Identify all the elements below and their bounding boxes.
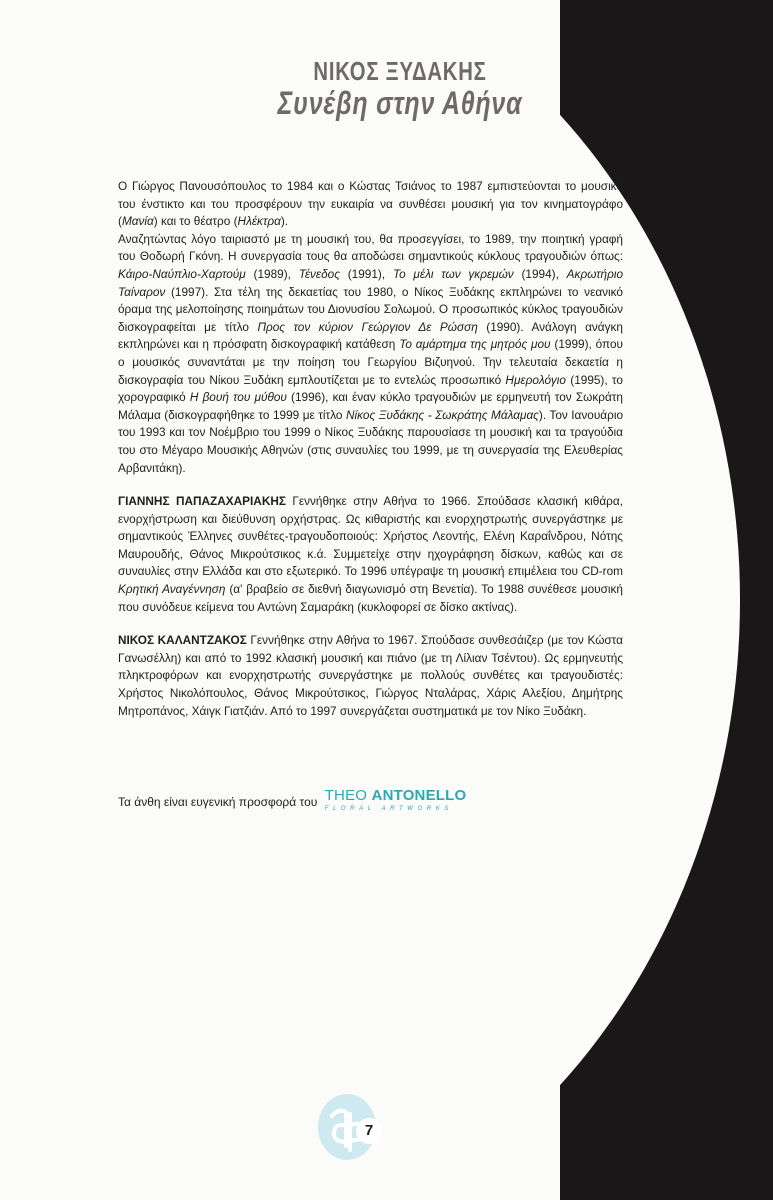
text: ).: [280, 214, 289, 229]
text: (1996), και έναν κύκλο τραγουδιών με ερμηνευτή τον Σωκράτη Μάλαμα (δισκογραφήθηκε το 1999 με τίτλο: [118, 390, 623, 422]
text: (α' βραβείο σε διεθνή διαγωνισμό στη Βενετία). Το 1988 συνέθεσε μουσική που συνόδευε κείμενα του Αντώνη Σαμαράκη (κυκλοφορεί σε δίσκο ακτίνας).: [118, 582, 623, 614]
title-line-2: Συνέβη στην Αθήνα: [277, 85, 523, 121]
bio-name: ΝΙΚΟΣ ΚΑΛΑΝΤΖΑΚΟΣ: [118, 633, 247, 648]
page-title: [244, 56, 556, 120]
text: Αναζητώντας λόγο ταιριαστό με τη μουσική του, θα προσεγγίσει, το 1989, την ποιητική γραφή του Θοδωρή Γκόνη. Η συνεργασία τους θα αποδώσει σημαντικούς κύκλους τραγουδιών όπως:: [118, 231, 623, 264]
work-title: Τένεδος: [298, 266, 340, 281]
text: (1989),: [245, 266, 299, 281]
text: (1997). Στα τέλη της δεκαετίας του 1980, ο Νίκος Ξυδάκης εκπληρώνει το νεανικό όραμα της μελοποίησης ποιημάτων του Διονυσίου Σολωμού. Ο προσωπικός κύκλος τραγουδιών δισκογραφείται με τίτλο: [118, 284, 623, 334]
work-title: Προς τον κύριον Γεώργιον Δε Ρώσση: [257, 319, 478, 334]
title-line-1: ΝΙΚΟΣ ΞΥΔΑΚΗΣ: [313, 56, 487, 86]
bio-papazachariakis: [118, 493, 623, 616]
work-title: Η βουή του μύθου: [189, 390, 287, 405]
work-title: Κρητική Αναγέννηση: [118, 582, 226, 597]
text: (1990). Ανάλογη ανάγκη εκπληρώνει και η πρόσφατη δισκογραφική κατάθεση: [118, 319, 623, 352]
work-title: Το μέλι των γκρεμών: [392, 266, 514, 281]
article-body: [118, 178, 623, 720]
text: Γεννήθηκε στην Αθήνα το 1967. Σπούδασε συνθεσάιζερ (με τον Κώστα Γανωσέλλη) και από το 1992 κλασική μουσική και πιάνο (με τη Λίλιαν Τσέντου). Ως ερμηνευτής πληκτροφόρων και ενορχηστρωτής συνεργάστηκε με πολλούς συνθέτες και τραγουδιστές: Χρήστος Νικολόπουλος, Θάνος Μικρούτσικος, Γιώργος Νταλάρας, Χάρις Αλεξίου, Δημήτρης Μητροπάνος, Χάιγκ Γιατζιάν. Από το 1997 συνεργάζεται συστηματικά με τον Νίκο Ξυδάκη.: [118, 633, 623, 718]
page-number: 7: [356, 1118, 382, 1144]
text: Ο Γιώργος Πανουσόπουλος το 1984 και ο Κώστας Τσιάνος το 1987 εμπιστεύονται το μουσικό του ένστικτο και του προσφέρουν την ευκαιρία να συνθέσει μουσική για τον κινηματογράφο (: [118, 179, 623, 229]
paragraph-career: [118, 231, 623, 477]
bio-name: ΓΙΑΝΝΗΣ ΠΑΠΑΖΑΧΑΡΙΑΚΗΣ: [118, 494, 286, 509]
work-title: Κάιρο-Ναύπλιο-Χαρτούμ: [118, 266, 246, 281]
work-title: Ηλέκτρα: [237, 214, 281, 229]
text: (1995), το χορογραφικό: [118, 372, 623, 405]
text: (1991),: [339, 266, 393, 281]
brand-tagline: FLORAL ARTWORKS: [324, 806, 453, 812]
brand-first-word: THEO: [324, 787, 368, 804]
work-title: Μανία: [121, 214, 154, 229]
sponsor-text: Τα άνθη είναι ευγενική προσφορά του: [118, 795, 318, 809]
paragraph-intro: [118, 178, 623, 231]
text: ). Τον Ιανουάριο του 1993 και τον Νοέμβριο του 1999 ο Νίκος Ξυδάκης παρουσίασε τη μουσική και τα τραγούδια του στο Μέγαρο Μουσικής Αθηνών (στις συναυλίες του 1999, με τη συνεργασία της Ελευθερίας Αρβανιτάκη).: [118, 407, 623, 475]
work-title: Νίκος Ξυδάκης - Σωκράτης Μάλαμας: [346, 407, 539, 422]
sponsor-brand-logo: [324, 787, 467, 815]
sponsor-credit: [118, 787, 638, 815]
text: Γεννήθηκε στην Αθήνα το 1966. Σπούδασε κλασική κιθάρα, ενορχήστρωση και διεύθυνση ορχήστρας. Ως κιθαριστής και ενορχηστρωτής συνεργάστηκε με σημαντικούς Έλληνες συνθέτες-τραγουδοποιούς: Χρήστος Λεοντής, Ελένη Καραΐνδρου, Νότης Μαυρουδής, Θάνος Μικρούτσικος κ.ά. Συμμετείχε στην ηχογράφηση δίσκων, καθώς και σε συναυλίες στην Ελλάδα και στο εξωτερικό. Το 1996 υπέγραψε τη μουσική επιμέλεια του CD-rom: [118, 494, 623, 579]
work-title: Το αμάρτημα της μητρός μου: [399, 337, 551, 352]
bio-kalantzakos: [118, 632, 623, 720]
brand-second-word: ANTONELLO: [371, 787, 467, 804]
work-title: Ημερολόγιο: [505, 372, 566, 387]
text: (1994),: [513, 266, 567, 281]
text: ) και το θέατρο (: [153, 214, 238, 229]
work-title: Ακρωτήριο Ταίναρον: [118, 266, 624, 299]
text: (1999), όπου ο μουσικός συναντάται με την ποίηση του Γεωργίου Βιζυηνού. Την τελευταία δεκαετία η δισκογραφία του Νίκου Ξυδάκη εμπλουτίζεται με το εντελώς προσωπικό: [118, 337, 624, 387]
